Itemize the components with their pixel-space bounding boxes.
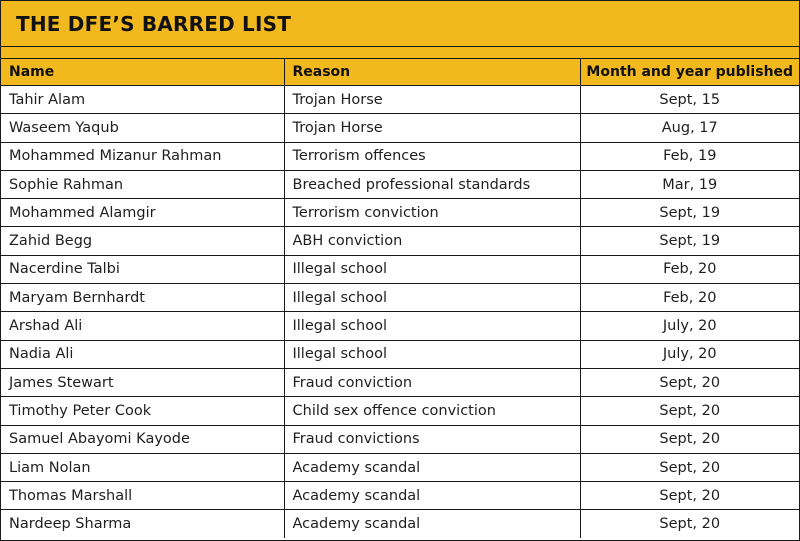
title-spacer [1, 47, 799, 58]
page-title: THE DFE’S BARRED LIST [16, 12, 292, 36]
cell-date: Sept, 19 [580, 199, 799, 227]
table-row [1, 368, 799, 396]
table-header [1, 59, 799, 86]
cell-date: Sept, 19 [580, 227, 799, 255]
column-header-reason: Reason [284, 59, 580, 86]
column-header-name: Name [1, 59, 284, 86]
cell-name: Zahid Begg [1, 227, 284, 255]
cell-date: Sept, 20 [580, 453, 799, 481]
table-row [1, 199, 799, 227]
barred-list-table [1, 58, 799, 538]
cell-name: Maryam Bernhardt [1, 284, 284, 312]
table-row [1, 453, 799, 481]
cell-name: Liam Nolan [1, 453, 284, 481]
cell-date: Sept, 15 [580, 86, 799, 114]
cell-reason: Child sex offence conviction [284, 397, 580, 425]
table-row [1, 482, 799, 510]
cell-name: Nacerdine Talbi [1, 255, 284, 283]
table-row [1, 227, 799, 255]
cell-date: Sept, 20 [580, 397, 799, 425]
cell-reason: ABH conviction [284, 227, 580, 255]
cell-date: Sept, 20 [580, 482, 799, 510]
cell-reason: Illegal school [284, 255, 580, 283]
cell-name: Tahir Alam [1, 86, 284, 114]
cell-reason: Trojan Horse [284, 86, 580, 114]
cell-reason: Illegal school [284, 284, 580, 312]
cell-name: Mohammed Alamgir [1, 199, 284, 227]
table-row [1, 312, 799, 340]
table-row [1, 142, 799, 170]
table-row [1, 170, 799, 198]
table-row [1, 255, 799, 283]
table-row [1, 284, 799, 312]
cell-date: Sept, 20 [580, 425, 799, 453]
cell-reason: Terrorism offences [284, 142, 580, 170]
cell-date: Feb, 20 [580, 255, 799, 283]
cell-reason: Illegal school [284, 312, 580, 340]
table-row [1, 340, 799, 368]
cell-reason: Trojan Horse [284, 114, 580, 142]
table-row [1, 425, 799, 453]
cell-reason: Fraud conviction [284, 368, 580, 396]
cell-reason: Fraud convictions [284, 425, 580, 453]
cell-reason: Terrorism conviction [284, 199, 580, 227]
cell-date: Sept, 20 [580, 510, 799, 538]
cell-name: Timothy Peter Cook [1, 397, 284, 425]
cell-name: Arshad Ali [1, 312, 284, 340]
cell-name: Nadia Ali [1, 340, 284, 368]
cell-name: Samuel Abayomi Kayode [1, 425, 284, 453]
cell-reason: Breached professional standards [284, 170, 580, 198]
cell-reason: Academy scandal [284, 453, 580, 481]
column-header-date: Month and year published [580, 59, 799, 86]
table-row [1, 510, 799, 538]
cell-name: Thomas Marshall [1, 482, 284, 510]
table-row [1, 86, 799, 114]
table-row [1, 114, 799, 142]
cell-reason: Illegal school [284, 340, 580, 368]
cell-date: July, 20 [580, 312, 799, 340]
title-bar [1, 1, 799, 47]
header-row [1, 59, 799, 86]
table-body [1, 86, 799, 538]
cell-date: Aug, 17 [580, 114, 799, 142]
cell-reason: Academy scandal [284, 482, 580, 510]
cell-date: Mar, 19 [580, 170, 799, 198]
cell-name: Nardeep Sharma [1, 510, 284, 538]
cell-name: Mohammed Mizanur Rahman [1, 142, 284, 170]
cell-name: Waseem Yaqub [1, 114, 284, 142]
cell-date: Feb, 20 [580, 284, 799, 312]
cell-name: Sophie Rahman [1, 170, 284, 198]
cell-reason: Academy scandal [284, 510, 580, 538]
table-row [1, 397, 799, 425]
cell-date: Sept, 20 [580, 368, 799, 396]
cell-name: James Stewart [1, 368, 284, 396]
cell-date: July, 20 [580, 340, 799, 368]
cell-date: Feb, 19 [580, 142, 799, 170]
